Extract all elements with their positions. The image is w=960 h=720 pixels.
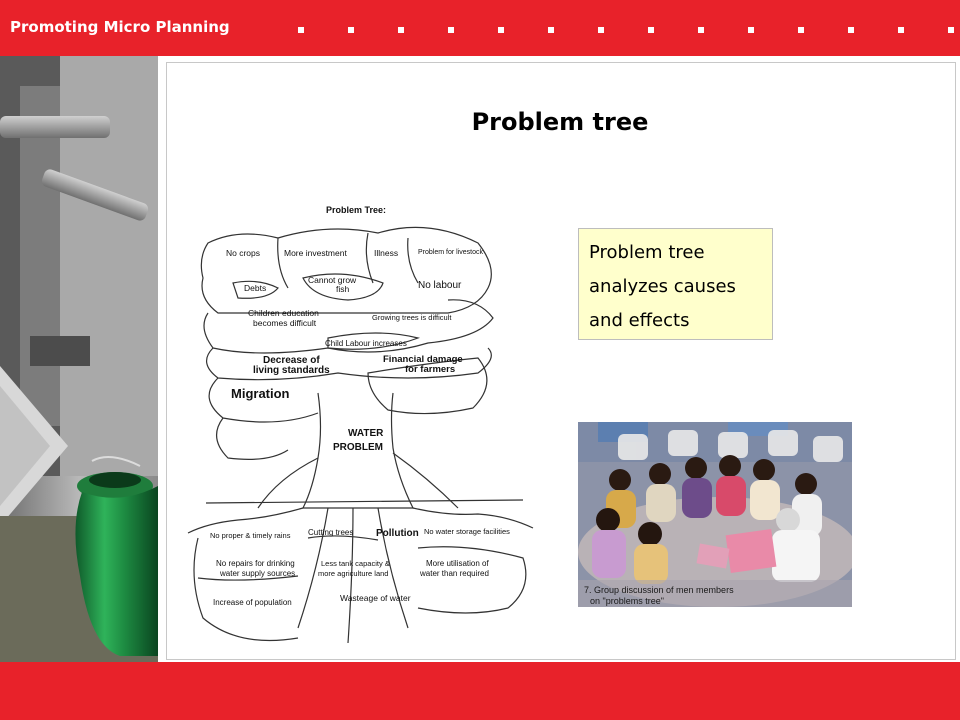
header-bar [0,0,960,56]
header-dot [448,27,454,33]
header-dot [298,27,304,33]
tree-cause: Cutting trees [308,528,354,537]
tree-effect: becomes difficult [253,318,317,328]
header-dot [348,27,354,33]
tree-core-problem: PROBLEM [333,442,383,453]
tree-effect: Decrease of [263,355,320,366]
tree-effect: fish [336,284,350,294]
tree-effect: Debts [244,283,267,293]
photo-caption-line: 7. Group discussion of men members [584,585,734,595]
tree-cause: More utilisation of [426,559,489,568]
group-discussion-photo [578,422,852,607]
photo-caption [584,585,814,607]
tree-effect: No labour [418,280,462,291]
tree-effect: Illness [374,248,399,258]
tree-effect: Financial damage [383,354,463,365]
tree-core-problem: WATER [348,428,384,439]
tree-effect: Migration [231,386,290,401]
header-dot [898,27,904,33]
tree-effect: More investment [284,248,347,258]
problem-tree-diagram [178,188,538,658]
deck-title: Promoting Micro Planning [10,18,230,36]
header-dot [648,27,654,33]
tree-cause: No proper & timely rains [210,531,291,540]
header-dots [0,27,960,35]
problem-tree-drawing [178,188,538,658]
photo-caption-line: on "problems tree" [590,596,664,606]
header-dot [498,27,504,33]
tree-cause: Increase of population [213,598,292,607]
note-box [578,228,773,340]
header-dot [848,27,854,33]
hand-pump-illustration [0,56,158,662]
header-dot [798,27,804,33]
header-dot [748,27,754,33]
tree-cause: No water storage facilities [424,527,510,536]
tree-cause: Less tank capacity & [321,559,390,568]
tree-effect: Problem for livestock [418,249,483,256]
note-line: Problem tree [589,242,705,263]
note-line: and effects [589,310,690,331]
group-discussion-illustration [578,422,852,607]
tree-cause: water than required [420,569,489,578]
tree-effect: Growing trees is difficult [372,313,452,322]
tree-effect: Children education [248,308,319,318]
header-dot [598,27,604,33]
tree-cause: water supply sources [220,569,296,578]
header-dot [698,27,704,33]
tree-effect: Cannot grow [308,275,357,285]
header-dot [548,27,554,33]
note-line: analyzes causes [589,276,736,297]
tree-effect: No crops [226,248,261,258]
tree-effect: Child Labour increases [325,339,407,348]
tree-cause: Pollution [376,528,419,539]
tree-cause: Wasteage of water [340,593,411,603]
header-dot [948,27,954,33]
header-dot [398,27,404,33]
tree-cause: No repairs for drinking [216,559,295,568]
tree-effect: living standards [253,365,330,376]
hand-pump-photo [0,56,158,662]
tree-heading: Problem Tree: [326,205,387,215]
tree-cause: more agriculture land [318,569,389,578]
tree-effect: for farmers [405,364,456,375]
slide-title: Problem tree [471,108,649,136]
footer-bar [0,662,960,720]
